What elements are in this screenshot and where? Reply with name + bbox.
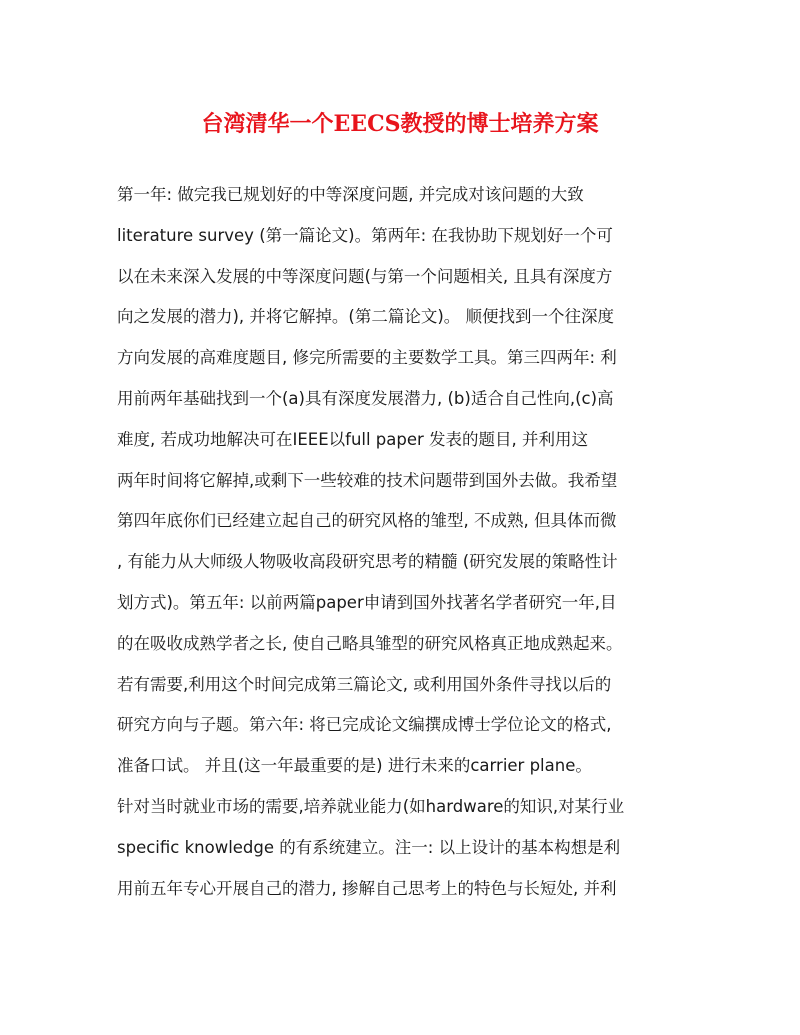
body-line-2: literature survey (第一篇论文)。第两年: 在我协助下规划好一个可 [117,225,613,245]
body-line-1: 第一年: 做完我已规划好的中等深度问题, 并完成对该问题的大致 [117,185,584,204]
body-line-18: 用前五年专心开展自己的潜力, 掺解自己思考上的特色与长短处, 并利 [117,878,617,898]
body-line-3: 以在未来深入发展的中等深度问题(与第一个问题相关, 且具有深度方 [117,266,613,286]
body-line-16: 针对当时就业市场的需要,培养就业能力(如hardware的知识,对某行业 [117,796,625,816]
body-line-9: 第四年底你们已经建立起自己的研究风格的雏型, 不成熟, 但具体而微 [117,511,617,531]
body-line-17: specific knowledge 的有系统建立。注一: 以上设计的基本构想是利 [117,837,621,857]
body-line-13: 若有需要,利用这个时间完成第三篇论文, 或利用国外条件寻找以后的 [117,674,612,694]
body-line-12: 的在吸收成熟学者之长, 使自己略具雏型的研究风格真正地成熟起来。 [117,633,623,653]
body-line-15: 准备口试。 并且(这一年最重要的是) 进行未来的carrier plane。 [117,756,592,776]
body-line-14: 研究方向与子题。第六年: 将已完成论文编撰成博士学位论文的格式, [117,715,612,735]
document-body [117,175,692,909]
body-line-11: 划方式)。第五年: 以前两篇paper申请到国外找著名学者研究一年,目 [117,592,617,612]
body-line-4: 向之发展的潜力), 并将它解掉。(第二篇论文)。 顺便找到一个往深度 [117,307,615,327]
document-title: 台湾清华一个EECS教授的博士培养方案 [201,111,599,137]
body-line-10: , 有能力从大师级人物吸收高段研究思考的精髓 (研究发展的策略性计 [117,552,618,572]
body-line-6: 用前两年基础找到一个(a)具有深度发展潜力, (b)适合自己性向,(c)高 [117,388,614,408]
body-line-7: 难度, 若成功地解决可在IEEE以full paper 发表的题目, 并利用这 [117,429,589,449]
body-line-5: 方向发展的高难度题目, 修完所需要的主要数学工具。第三四两年: 利 [117,348,617,368]
body-line-8: 两年时间将它解掉,或剩下一些较难的技术问题带到国外去做。我希望 [117,470,618,490]
